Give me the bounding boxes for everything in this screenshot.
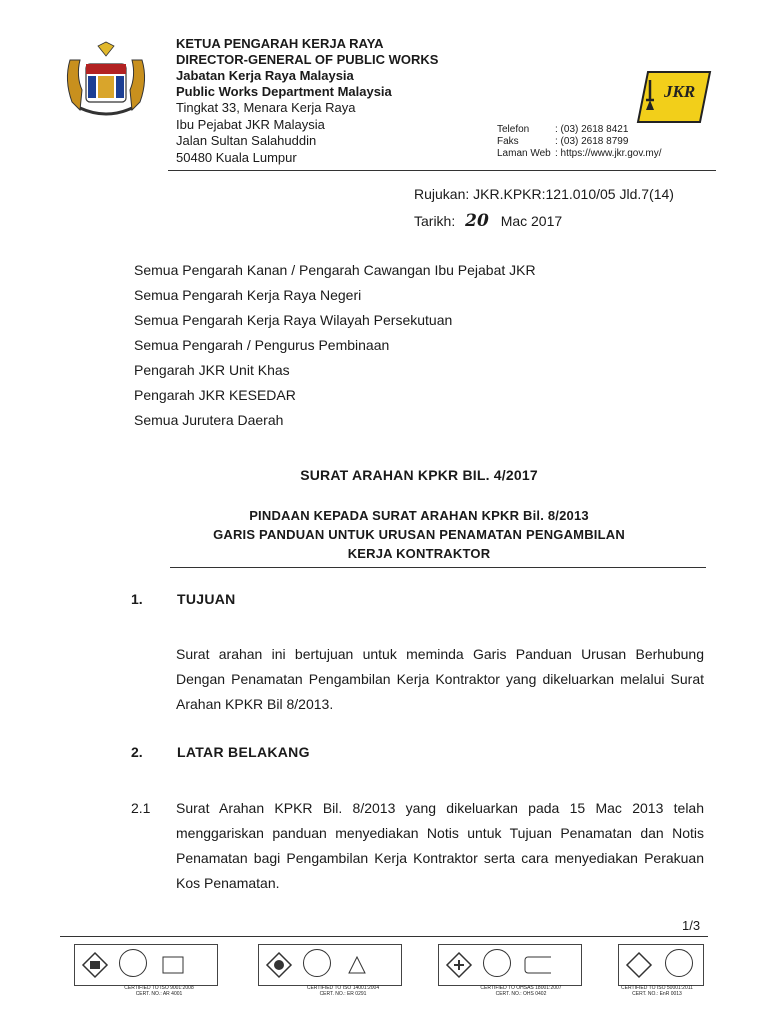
contact-web[interactable]: Laman Web : https://www.jkr.gov.my/ (497, 148, 662, 159)
standards-seal-icon (665, 949, 693, 977)
page-number: 1/3 (682, 918, 701, 933)
address-line: Tingkat 33, Menara Kerja Raya (176, 100, 356, 115)
subject-line: KERJA KONTRAKTOR (347, 546, 491, 561)
recipient-item: Semua Pengarah Kerja Raya Negeri (134, 287, 362, 303)
ukas-icon (343, 951, 371, 979)
subsection-number: 2.1 (131, 800, 151, 816)
ohsas-icon (445, 951, 473, 979)
jkr-logo (634, 70, 714, 124)
dept-name-en: Public Works Department Malaysia (176, 84, 392, 99)
environmental-system-icon (265, 951, 293, 979)
subject-line: GARIS PANDUAN UNTUK URUSAN PENAMATAN PENGAMBILAN (213, 527, 625, 542)
standards-seal-icon (483, 949, 511, 977)
section-title: TUJUAN (177, 591, 236, 607)
cert-caption: CERTIFIED TO OHSAS 18001:2007 CERT. NO.: OHS 0402 (480, 985, 562, 997)
reference-line: Rujukan: JKR.KPKR:121.010/05 Jld.7(14) (414, 186, 674, 202)
address-line: 50480 Kuala Lumpur (176, 150, 297, 165)
recipient-item: Semua Pengarah Kerja Raya Wilayah Persekutuan (134, 312, 453, 328)
date-line: Tarikh: 20 Mac 2017 (414, 211, 563, 231)
title-divider (170, 567, 706, 568)
sirim-icon (159, 951, 187, 979)
recipient-item: Semua Jurutera Daerah (134, 412, 284, 428)
contact-block (497, 124, 717, 160)
energy-management-icon (625, 951, 653, 979)
iqnet-icon (523, 951, 551, 979)
cert-caption: CERTIFIED TO ISO 14001:2004 CERT. NO.: ER 0291 (306, 985, 380, 997)
section-title: LATAR BELAKANG (177, 744, 310, 760)
cert-caption: CERTIFIED TO ISO 9001:2008 CERT. NO.: AR 4001 (124, 985, 194, 997)
address-line: Jalan Sultan Salahuddin (176, 133, 317, 148)
subsection-paragraph: Surat Arahan KPKR Bil. 8/2013 yang dikeluarkan pada 15 Mac 2013 telah menggariskan panduan menyediakan Notis untuk Tujuan Penamatan dan Notis Penamatan bagi Pengambilan Kerja Kontraktor serta cara menyediakan Perakuan Kos Penamatan. (176, 800, 704, 891)
dept-name-my: Jabatan Kerja Raya Malaysia (176, 68, 354, 83)
contact-fax: Faks : (03) 2618 8799 (497, 136, 629, 147)
handwritten-day: 20 (465, 211, 489, 231)
recipient-item: Semua Pengarah / Pengurus Pembinaan (134, 337, 390, 353)
footer-divider (60, 936, 708, 937)
circular-number: SURAT ARAHAN KPKR BIL. 4/2017 (300, 467, 538, 483)
section-paragraph: Surat arahan ini bertujuan untuk meminda Garis Panduan Urusan Berhubung Dengan Penamatan Pengambilan Kerja Kontraktor yang dikeluarkan melalui Surat Arahan KPKR Bil 8/2013. (176, 646, 704, 712)
recipient-item: Semua Pengarah Kanan / Pengarah Cawangan Ibu Pejabat JKR (134, 262, 536, 278)
standards-seal-icon (303, 949, 331, 977)
jkr-logo-text: JKR (664, 82, 696, 101)
cert-logo-box (74, 944, 218, 986)
recipient-item: Pengarah JKR Unit Khas (134, 362, 290, 378)
header-divider (168, 170, 716, 171)
address-line: Ibu Pejabat JKR Malaysia (176, 117, 325, 132)
cert-logo-box (618, 944, 704, 986)
section-number: 2. (131, 744, 143, 760)
contact-phone: Telefon : (03) 2618 8421 (497, 124, 629, 135)
cert-logo-box (258, 944, 402, 986)
org-title-my: KETUA PENGARAH KERJA RAYA (176, 36, 384, 51)
subject-line: PINDAAN KEPADA SURAT ARAHAN KPKR Bil. 8/2013 (249, 508, 589, 523)
quality-system-icon (81, 951, 109, 979)
standards-seal-icon (119, 949, 147, 977)
org-title-en: DIRECTOR-GENERAL OF PUBLIC WORKS (176, 52, 439, 67)
coat-of-arms-logo (60, 40, 152, 122)
cert-caption: CERTIFIED TO ISO 50001:2011 CERT. NO.: EnR 0013 (621, 985, 693, 997)
recipient-item: Pengarah JKR KESEDAR (134, 387, 296, 403)
recipient-list (134, 258, 536, 433)
cert-logo-box (438, 944, 582, 986)
section-number: 1. (131, 591, 143, 607)
